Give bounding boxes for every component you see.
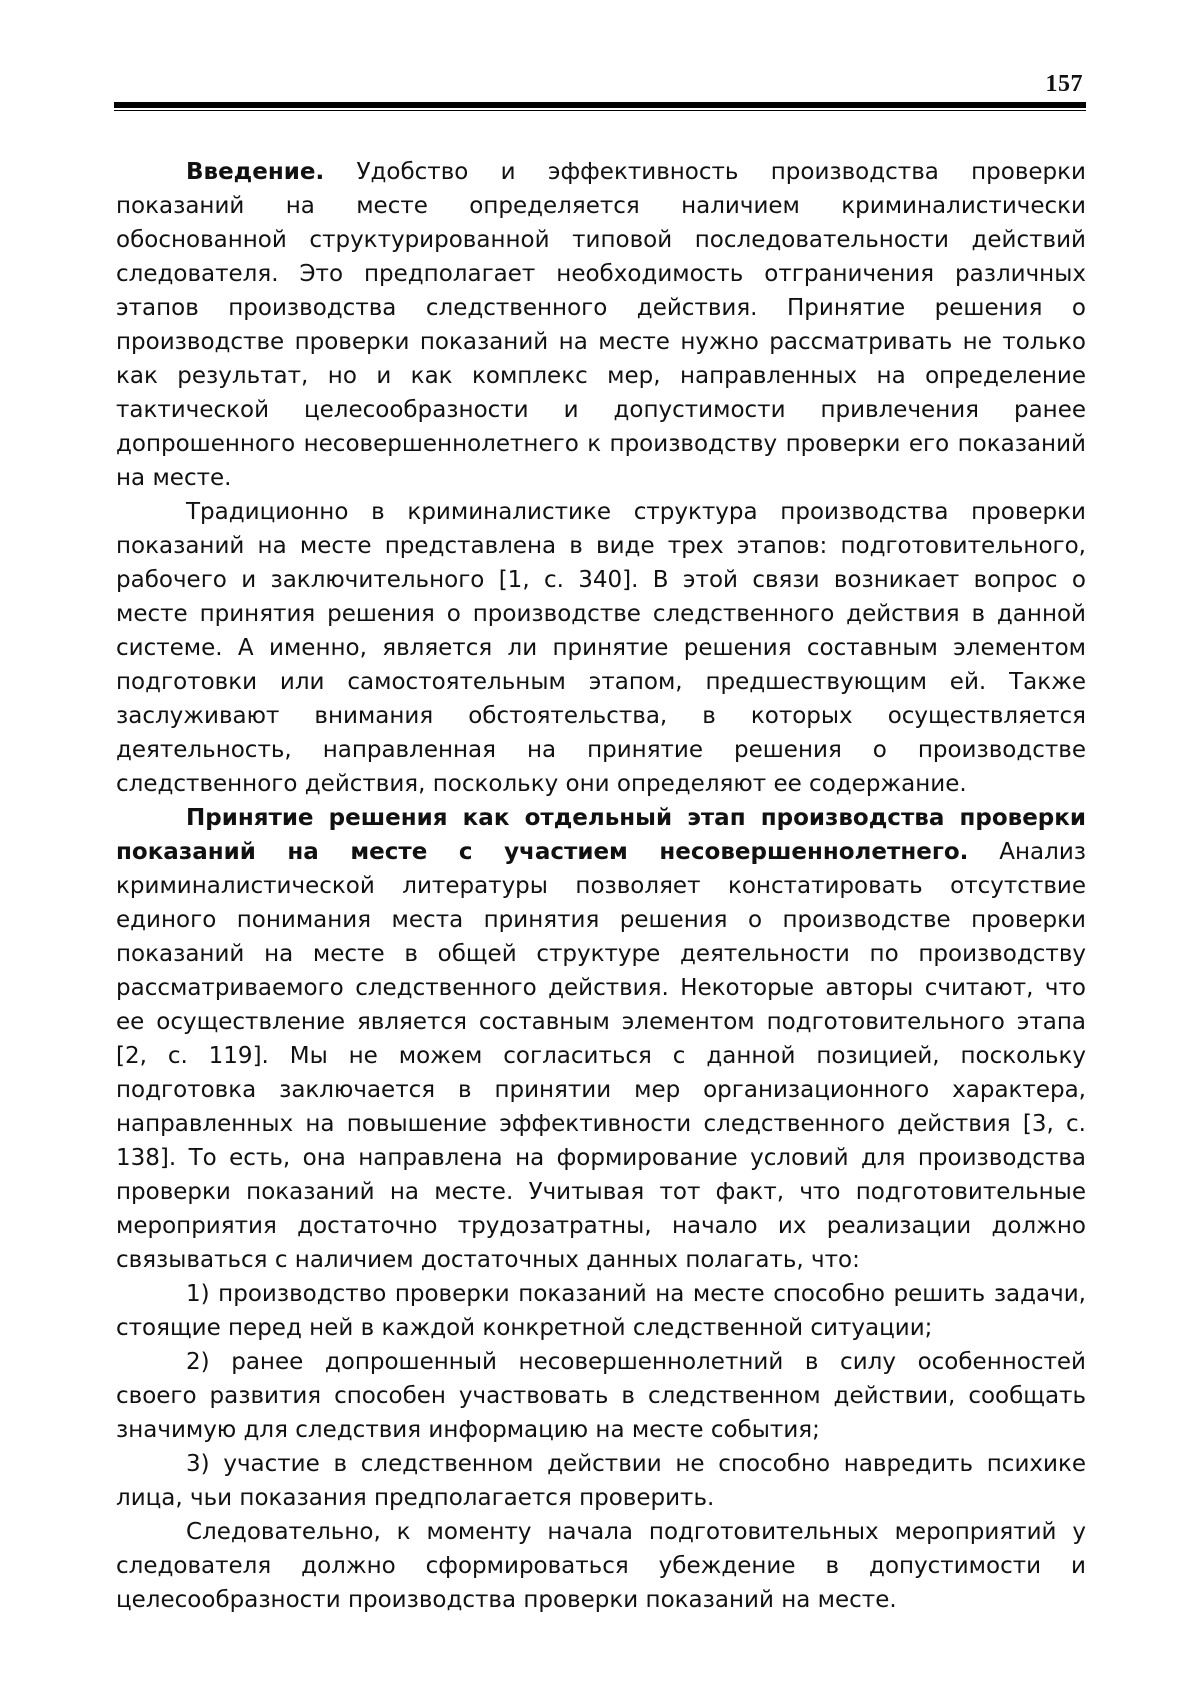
paragraph-traditional-structure: Традиционно в криминалистике структура производства проверки показаний на месте представлена в виде трех этапов: подготовительного, рабочего и заключительного [1, с. 340]. В этой связи возникает вопрос о месте принятия решения о производстве следственного действия в данной системе. А именно, является ли принятие решения составным элементом подготовки или самостоятельным этапом, предшествующим ей. Также заслуживают внимания обстоятельства, в которых осуществляется деятельность, направленная на принятие решения о производстве следственного действия, поскольку они определяют ее содержание. [116, 499, 1086, 797]
paragraph-conclusion: Следовательно, к моменту начала подготовительных мероприятий у следователя должно сформироваться убеждение в допустимости и целесообразности производства проверки показаний на месте. [116, 1519, 1086, 1613]
header-rule [114, 102, 1086, 108]
list-item: 2) ранее допрошенный несовершеннолетний в силу особенностей своего развития способен участвовать в следственном действии, сообщать значимую для следствия информацию на месте события; [116, 1349, 1086, 1443]
header-rule-thin [114, 110, 1086, 111]
page-number: 157 [1045, 71, 1083, 97]
article-body [116, 155, 1086, 1617]
section-heading-introduction: Введение. [186, 159, 325, 185]
list-item: 1) производство проверки показаний на месте способно решить задачи, стоящие перед ней в каждой конкретной следственной ситуации; [116, 1281, 1086, 1341]
list-item: 3) участие в следственном действии не способно навредить психике лица, чьи показания предполагается проверить. [116, 1451, 1086, 1511]
paragraph-text: Анализ криминалистической литературы позволяет констатировать отсутствие единого понимания места принятия решения о производстве проверки показаний на месте в общей структуре деятельности по производству рассматриваемого следственного действия. Некоторые авторы считают, что ее осуществление является составным элементом подготовительного этапа [2, с. 119]. Мы не можем согласиться с данной позицией, поскольку подготовка заключается в принятии мер организационного характера, направленных на повышение эффективности следственного действия [3, с. 138]. То есть, она направлена на формирование условий для производства проверки показаний на месте. Учитывая тот факт, что подготовительные мероприятия достаточно трудозатратны, начало их реализации должно связываться с наличием достаточных данных полагать, что: [116, 839, 1086, 1273]
paragraph-text: Удобство и эффективность производства проверки показаний на месте определяется наличием криминалистически обоснованной структурированной типовой последовательности действий следователя. Это предполагает необходимость отграничения различных этапов производства следственного действия. Принятие решения о производстве проверки показаний на месте нужно рассматривать не только как результат, но и как комплекс мер, направленных на определение тактической целесообразности и допустимости привлечения ранее допрошенного несовершеннолетнего к производству проверки его показаний на месте. [116, 159, 1086, 491]
paragraph-introduction [116, 155, 1086, 495]
section-heading-decision-stage: Принятие решения как отдельный этап производства проверки показаний на месте с участием несовершеннолетнего. [116, 805, 1086, 865]
paragraph-decision-stage [116, 801, 1086, 1277]
